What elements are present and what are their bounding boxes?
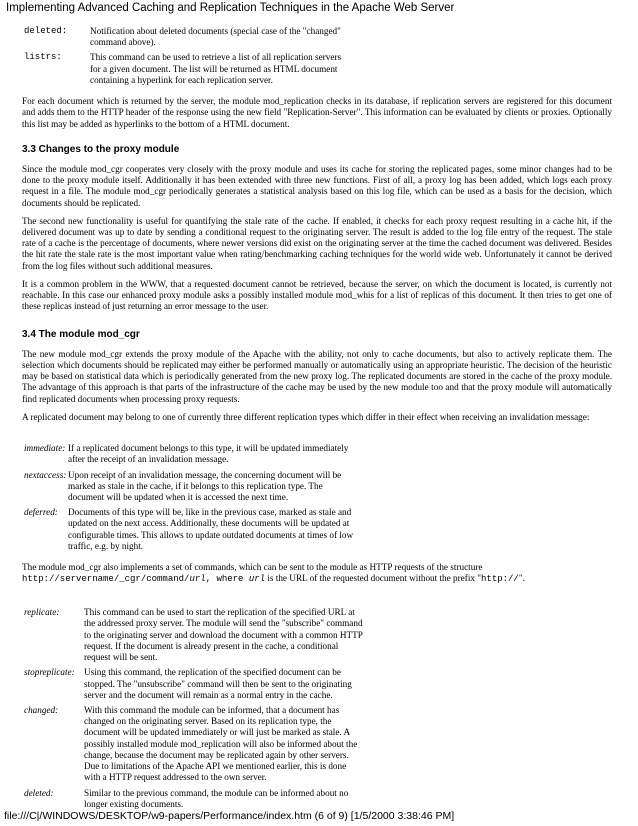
type-term: deferred: xyxy=(24,507,58,518)
type-description: If a replicated document belongs to this type, it will be updated immediately after the receipt of an invalidation message. xyxy=(68,443,349,465)
list-item xyxy=(24,443,360,469)
list-item xyxy=(24,470,360,508)
section-heading: 3.4 The module mod_cgr xyxy=(22,328,140,340)
paragraph: It is a common problem in the WWW, that a requested document cannot be retrieved, because the server, on which the document is located, is currently not reachable. In this case our enhanced proxy module asks a possibly installed module mod_whis for a list of replicas of this document. It then tries to get one of these replicas instead of just returning an error message to the user. xyxy=(22,278,612,312)
command-term: deleted: xyxy=(24,787,54,798)
file-path-footer: file:///C|/WINDOWS/DESKTOP/w9-papers/Performance/index.htm (6 of 9) [1/5/2000 3:38:46 PM] xyxy=(4,810,455,822)
list-item xyxy=(24,607,364,667)
command-list-2 xyxy=(24,607,364,814)
command-description: This command can be used to start the replication of the specified URL at the addressed proxy server. The module will send the "subscribe" command to the originating server and download the document with a common HTTP request. If the document is already present in the cache, a conditional request will be sent. xyxy=(84,607,363,663)
list-item xyxy=(24,26,350,52)
paragraph: The new module mod_cgr extends the proxy module of the Apache with the ability, not only to cache documents, but also to actively replicate them. The selection which documents should be replicated may either be performed manually or automatically using an appropriate heuristic. The decision of the heuristic may be based on statistical data which is periodically generated from the new proxy log. The replicated documents are stored in the cache of the proxy module. The advantage of this approach is that parts of the infrastructure of the cache may be used by the new module too and that the proxy module will automatically find replicated documents when processing proxy requests. xyxy=(22,348,612,404)
url-structure: http://servername/_cgr/command/url, where url xyxy=(22,574,266,585)
list-item xyxy=(24,52,350,90)
command-description: Similar to the previous command, the module can be informed about no longer existing documents. xyxy=(84,787,349,809)
command-term: listrs: xyxy=(24,52,62,63)
section-heading: 3.3 Changes to the proxy module xyxy=(22,143,180,155)
browser-title-bar: Implementing Advanced Caching and Replication Techniques in the Apache Web Server xyxy=(6,2,455,14)
command-description: With this command the module can be informed, that a document has changed on the originating server. Based on its replication type, the document will be updated immediately or will just be marked as stale. A possibly installed module mod_replication will also be informed about the change, because the document may be replicated again by other servers. Due to limitations of the Apache API we mentioned earlier, this is done with a HTTP request addressed to the own server. xyxy=(84,704,358,783)
command-description: Notification about deleted documents (special case of the "changed" command above). xyxy=(90,26,341,48)
command-term: deleted: xyxy=(24,26,68,36)
paragraph: For each document which is returned by the server, the module mod_replication checks in its database, if replication servers are registered for this document and adds them to the HTTP header of the response using the new field "Replication-Server". This information can be evaluated by clients or proxies. Optionally this list may be added as hyperlinks to the bottom of a HTML document. xyxy=(22,96,612,129)
type-term: immediate: xyxy=(24,443,66,454)
type-description: Upon receipt of an invalidation message, the concerning document will be marked as stale in the cache, if it belongs to this replication type. The document will be updated when it is accessed the next time. xyxy=(68,469,342,502)
list-item xyxy=(24,667,364,705)
type-term: nextaccess: xyxy=(24,469,67,480)
command-description: Using this command, the replication of the specified document can be stopped. The "unsubscribe" command will then be sent to the originating server and the document will remain as a normal entry in the cache. xyxy=(84,667,352,700)
list-item xyxy=(24,705,364,788)
replication-type-list xyxy=(24,443,360,556)
command-description: This command can be used to retrieve a list of all replication servers for a given document. The list will be returned as HTML document containing a hyperlink for each replication server. xyxy=(90,52,342,85)
command-term: changed: xyxy=(24,704,59,715)
paragraph: Since the module mod_cgr cooperates very closely with the proxy module and uses its cache for storing the replicated pages, some minor changes had to be done to the proxy module itself. Additionally it has been extended with three new functions. First of all, a proxy log has been added, which logs each proxy request in a file. The module mod_cgr periodically generates a statistical analysis based on this log file, which can be used as a basis for the decision, which documents should be replicated. xyxy=(22,163,612,208)
paragraph: The second new functionality is useful for quantifying the stale rate of the cache. If enabled, it checks for each proxy request resulting in a cache hit, if the delivered document was up to date by sending a conditional request to the originating server. The result is added to the log file entry of the request. The stale rate of a cache is the percentage of documents, where newer versions did exist on the originating server at the time the cached document was delivered. Besides the hit rate the stale rate is the most important value when rating/benchmarking caching techniques for the world wide web. Unfortunately it cannot be derived from the log files without such additional measures. xyxy=(22,215,612,271)
document-body xyxy=(22,26,612,820)
paragraph: The module mod_cgr also implements a set of commands, which can be sent to the module as HTTP requests of the structure http://servername/_cgr/command/url, where url is the URL of the requested document without the prefix "http://". xyxy=(22,562,525,585)
type-description: Documents of this type will be, like in the previous case, marked as stale and updated on the next access. Additionally, these documents will be updated at configurable times. This allows to update outdated documents at times of low traffic, e.g. by night. xyxy=(68,507,354,551)
command-term: stopreplicate: xyxy=(24,667,75,678)
command-list-1 xyxy=(24,26,350,90)
list-item xyxy=(24,507,360,556)
command-term: replicate: xyxy=(24,607,60,618)
paragraph: A replicated document may belong to one of currently three different replication types which differ in their effect when receiving an invalidation message: xyxy=(22,411,590,422)
